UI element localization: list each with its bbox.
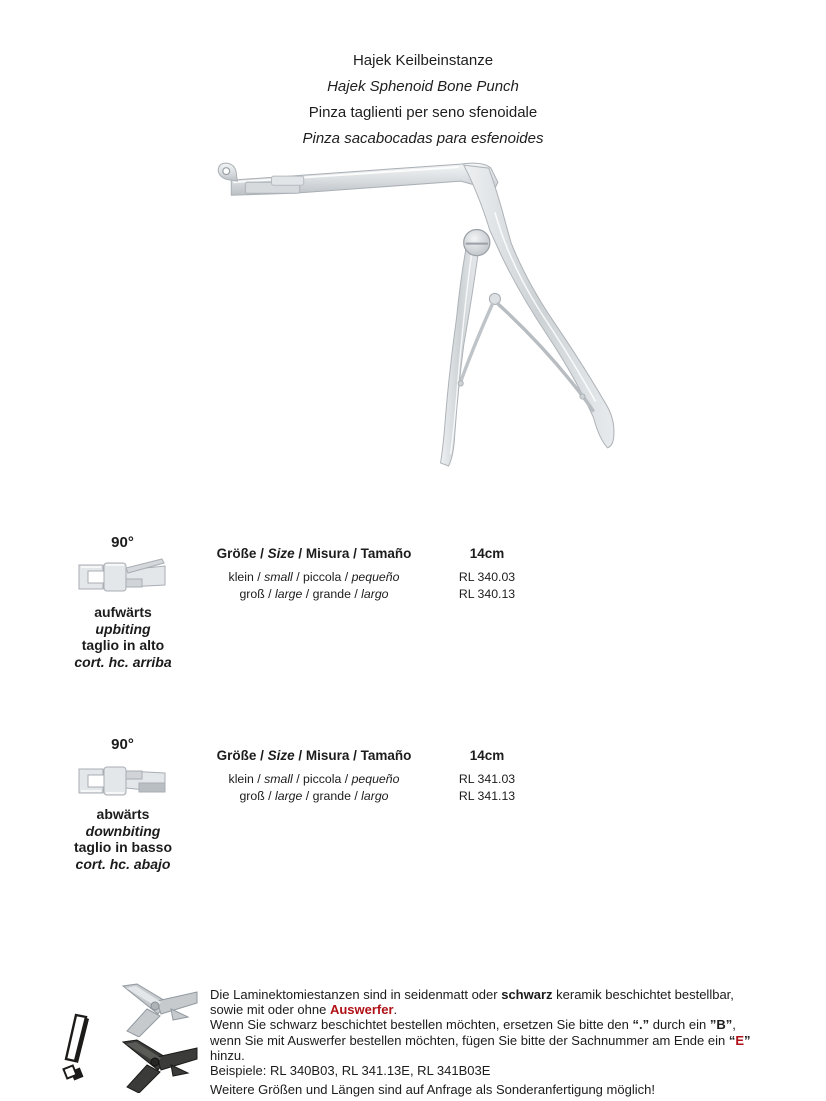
title-spanish: Pinza sacabocadas para esfenoides (302, 130, 544, 147)
size-column (213, 748, 415, 805)
upbiting-tip-image (71, 555, 167, 601)
catalog-number-small: RL 341.03 (458, 772, 516, 786)
length-header: 14cm (469, 546, 505, 561)
size-column-header: Größe / Size / Misura / Tamaño (216, 546, 412, 561)
note-line: Wenn Sie schwarz beschichtet bestellen möchten, ersetzen Sie bitte den “.” durch ein ”B”, (210, 1017, 736, 1033)
orientation-german: abwärts (96, 806, 150, 822)
orientation-italian: taglio in basso (73, 839, 172, 855)
note-examples: Beispiele: RL 340B03, RL 341.13E, RL 341B03E (210, 1063, 491, 1079)
orientation-labels (28, 604, 218, 670)
note-line: Die Laminektomiestanzen sind in seidenmatt oder schwarz keramik beschichtet bestellbar, (210, 987, 734, 1002)
note-line: sowie mit oder ohne Auswerfer. (210, 1002, 398, 1018)
silver-coating-drawing (117, 983, 199, 1037)
orientation-english: downbiting (85, 822, 161, 839)
product-title-block (123, 48, 723, 152)
downbiting-tip-image (71, 757, 167, 803)
size-column (213, 546, 415, 603)
product-section-downbiting (0, 736, 826, 896)
catalog-number-large: RL 340.13 (458, 587, 516, 601)
orientation-spanish: cort. hc. abajo (75, 855, 171, 872)
angle-label: 90° (111, 534, 134, 551)
title-italian: Pinza taglienti per seno sfenoidale (308, 104, 538, 121)
note-line: wenn Sie mit Auswerfer bestellen möchten, fügen Sie bitte der Sachnummer am Ende ein “E” (210, 1032, 751, 1048)
black-coating-drawing (117, 1039, 199, 1093)
note-line: hinzu. (210, 1047, 245, 1063)
exclamation-glyph (60, 1012, 98, 1086)
catalog-number-large: RL 341.13 (458, 789, 516, 803)
orientation-labels (28, 806, 218, 872)
custom-sizes-note: Weitere Größen und Längen sind auf Anfrage als Sonderanfertigung möglich! (210, 1082, 655, 1097)
seidenmatt-version-image (117, 983, 199, 1037)
upbiting-tip-drawing (71, 555, 167, 601)
angle-label: 90° (111, 736, 134, 753)
title-german: Hajek Keilbeinstanze (352, 52, 494, 69)
ordering-notes (210, 987, 820, 1078)
orientation-english: upbiting (95, 620, 151, 637)
orientation-spanish: cort. hc. arriba (74, 653, 172, 670)
main-product-image (208, 152, 653, 474)
catalog-number-column (442, 748, 532, 805)
title-english: Hajek Sphenoid Bone Punch (327, 78, 519, 95)
downbiting-tip-drawing (71, 757, 167, 803)
product-section-upbiting (0, 534, 826, 694)
size-row-large: groß / large / grande / largo (239, 587, 389, 601)
orientation-german: aufwärts (94, 604, 152, 620)
bone-punch-illustration (208, 152, 653, 474)
exclamation-mark-icon (60, 1012, 98, 1086)
catalog-number-small: RL 340.03 (458, 570, 516, 584)
schwarz-keramik-version-image (117, 1039, 199, 1093)
catalog-number-column (442, 546, 532, 603)
length-header: 14cm (469, 748, 505, 763)
size-row-large: groß / large / grande / largo (239, 789, 389, 803)
size-column-header: Größe / Size / Misura / Tamaño (216, 748, 412, 763)
size-row-small: klein / small / piccola / pequeño (228, 772, 400, 786)
size-row-small: klein / small / piccola / pequeño (228, 570, 400, 584)
orientation-italian: taglio in alto (81, 637, 165, 653)
